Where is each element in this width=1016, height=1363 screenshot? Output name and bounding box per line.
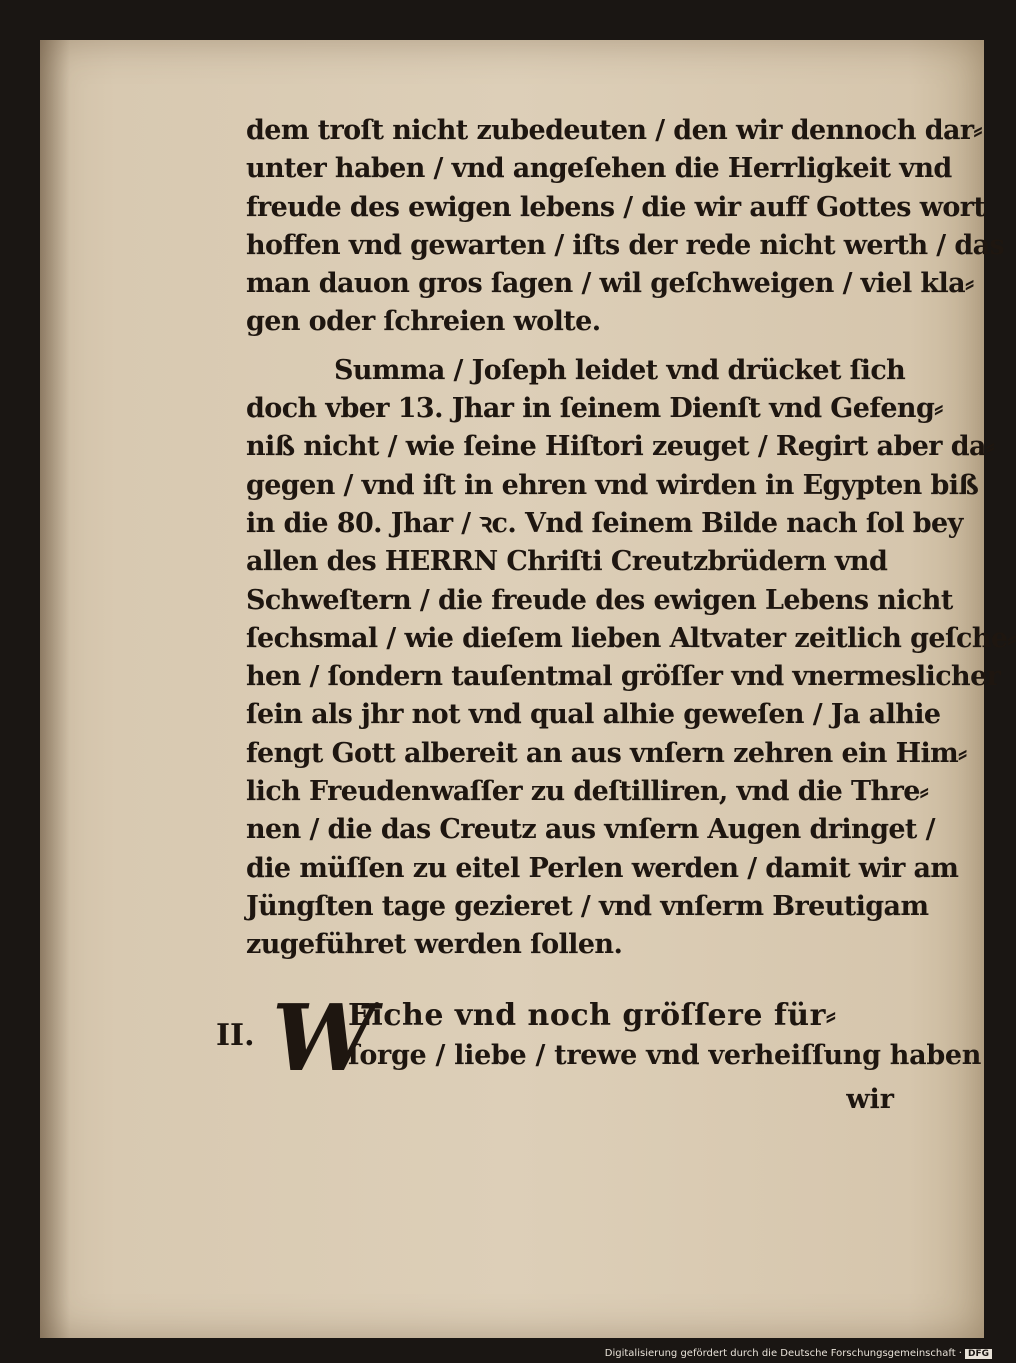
- text-line: hoffen vnd gewarten / iſts der rede nicht werth / das: [246, 229, 1005, 261]
- section-number: II.: [216, 1018, 255, 1053]
- text-line: in die 80. Jhar / ꝛc. Vnd ſeinem Bilde nach ſol bey: [246, 507, 963, 539]
- text-line: ſein als jhr not vnd qual alhie geweſen / Ja alhie: [246, 699, 941, 731]
- text-line: gegen / vnd iſt in ehren vnd wirden in Egypten biß: [246, 469, 979, 501]
- paragraph-2: [246, 352, 1016, 965]
- text-line: doch vber 13. Jhar in ſeinem Dienſt vnd Gefeng⸗: [246, 393, 943, 425]
- section-text-line: Eiche vnd noch gröſſere für⸗: [348, 998, 837, 1033]
- text-line: dem troſt nicht zubedeuten / den wir dennoch dar⸗: [246, 115, 982, 146]
- section-text-line: ſorge / liebe / trewe vnd verheiſſung haben: [348, 1040, 982, 1071]
- text-line: nen / die das Creutz aus vnſern Augen dringet /: [246, 814, 935, 846]
- text-line: ſechsmal / wie dieſem lieben Altvater zeitlich geſche⸗: [246, 622, 1016, 654]
- text-line: lich Freudenwaſſer zu deſtilliren, vnd die Thre⸗: [246, 776, 929, 808]
- text-line: gen oder ſchreien wolte.: [246, 306, 601, 338]
- digitization-credit: [605, 1348, 992, 1359]
- credit-text: Digitalisierung gefördert durch die Deutsche Forschungsgemeinschaft ·: [604, 1348, 962, 1359]
- text-line: Jüngſten tage gezieret / vnd vnſerm Breutigam: [246, 890, 929, 922]
- decorated-initial: W: [272, 984, 376, 1092]
- text-line: fengt Gott albereit an aus vnſern zehren ein Him⸗: [246, 737, 967, 769]
- text-line: unter haben / vnd angeſehen die Herrligkeit vnd: [246, 153, 952, 185]
- section-two: [216, 984, 982, 1150]
- paragraph-1: [246, 112, 1005, 342]
- text-line: zugeführet werden ſollen.: [246, 929, 623, 961]
- text-line: Summa / Joſeph leidet vnd drücket ſich: [334, 354, 906, 386]
- text-line: man dauon gros ſagen / wil geſchweigen / viel kla⸗: [246, 268, 974, 300]
- dfg-logo-icon: DFG: [965, 1349, 992, 1359]
- catchword: wir: [846, 1084, 894, 1115]
- text-line: niß nicht / wie ſeine Hiſtori zeuget / Regirt aber da⸗: [246, 431, 995, 463]
- text-line: die müſſen zu eitel Perlen werden / damit wir am: [246, 852, 959, 884]
- body-text: [246, 112, 1016, 965]
- text-line: Schweſtern / die freude des ewigen Lebens nicht: [246, 584, 953, 616]
- text-line: hen / ſondern tauſentmal gröſſer vnd vnermeslicher: [246, 661, 1001, 693]
- page-spine-shadow: [40, 40, 70, 1338]
- text-line: freude des ewigen lebens / die wir auff Gottes wort: [246, 191, 986, 223]
- text-line: allen des HERRN Chriſti Creutzbrüdern vnd: [246, 546, 888, 578]
